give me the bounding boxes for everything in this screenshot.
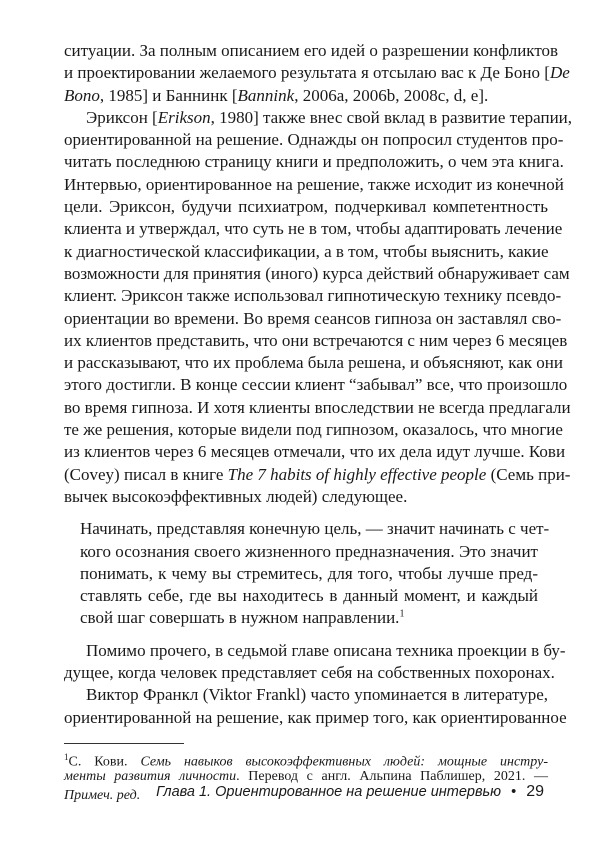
text-line: те же решения, которые видели под гипнозом, оказалось, что многие — [64, 420, 563, 440]
text-line: ориентированной на решение. Однажды он попросил студентов про- — [64, 130, 564, 150]
text-line: клиент. Эриксон также использовал гипнотическую технику псевдо- — [64, 286, 562, 306]
text-line: ориентированной на решение, как пример того, как ориентированное — [64, 707, 567, 727]
page-footer — [156, 783, 544, 801]
footnote-ref[interactable]: 1 — [399, 608, 405, 620]
text-line: Помимо прочего, в седьмой главе описана техника проекции в бу- — [86, 640, 566, 660]
text-line: и рассказывают, что их проблема была решена, и объясняют, как они — [64, 353, 563, 373]
text-line: вычек высокоэффективных людей) следующее. — [64, 486, 408, 506]
footnote-divider — [64, 743, 184, 744]
footnote-line: менты развития личности. Перевод с англ. Альпина Паблишер, 2021. — — [64, 768, 548, 784]
block-quote — [64, 518, 548, 629]
quote-line: понимать, к чему вы стремитесь, для того, чтобы лучше пред- — [80, 563, 538, 583]
text-line: ориентации во времени. Во время сеансов гипноза он заставлял сво- — [64, 308, 562, 328]
text-line: дущее, когда человек представляет себя на собственных похоронах. — [64, 663, 555, 683]
text-line: (Covey) писал в книге The 7 habits of highly effective people (Семь при- — [64, 464, 571, 484]
text-line: к диагностической классификации, а в том, чтобы выяснить, какие — [64, 241, 549, 261]
chapter-title: Глава 1. Ориентированное на решение интервью — [156, 784, 502, 800]
quote-line: ставлять себе, где вы находитесь в данный момент, и каждый — [80, 586, 538, 606]
footnote-line: $^1$С. Кови. Семь навыков высокоэффективных людей: мощные инстру- — [64, 751, 548, 770]
bullet-separator: • — [511, 784, 517, 800]
text-line: читать последнюю страницу книги и предположить, о чем эта книга. — [64, 152, 564, 172]
quote-line: кого осознания своего жизненного предназначения. Это значит — [80, 541, 538, 561]
text-line: во время гипноза. И хотя клиенты впоследствии не всегда предлагали — [64, 397, 571, 417]
page-body — [64, 40, 573, 805]
text-line: этого достигли. В конце сессии клиент “забывал” все, что произошло — [64, 375, 568, 395]
text-line: цели. Эриксон, будучи психиатром, подчеркивал компетентность — [64, 197, 548, 217]
page-number: 29 — [526, 783, 544, 800]
text-line: Интервью, ориентированное на решение, также исходит из конечной — [64, 174, 564, 194]
text-line: ситуации. За полным описанием его идей о разрешении конфликтов — [64, 41, 559, 60]
text-line: из клиентов через 6 месяцев отмечали, что их дела идут лучше. Кови — [64, 442, 566, 462]
quote-line: Начинать, представляя конечную цель, — значит начинать с чет- — [80, 519, 550, 539]
text-line: Эриксон [Erikson, 1980] также внес свой вклад в развитие терапии, — [86, 107, 573, 127]
text-line: Bono, 1985] и Баннинк [Bannink, 2006a, 2006b, 2008c, d, e]. — [64, 85, 489, 105]
text-line: возможности для принятия (иного) курса действий обнаруживает сам — [64, 263, 570, 283]
quote-line: свой шаг совершать в нужном направлении.$^1$ — [80, 608, 405, 628]
text-line: Виктор Франкл (Viktor Frankl) часто упоминается в литературе, — [86, 685, 548, 705]
text-line: клиента и утверждал, что суть не в том, чтобы адаптировать лечение — [64, 219, 563, 239]
footnote-line: Примеч. ред. — [64, 787, 141, 803]
text-line: их клиентов представить, что они встречаются с ним через 6 месяцев — [64, 330, 568, 350]
text-line: и проектировании желаемого результата я отсылаю вас к Де Боно [De — [64, 63, 570, 83]
